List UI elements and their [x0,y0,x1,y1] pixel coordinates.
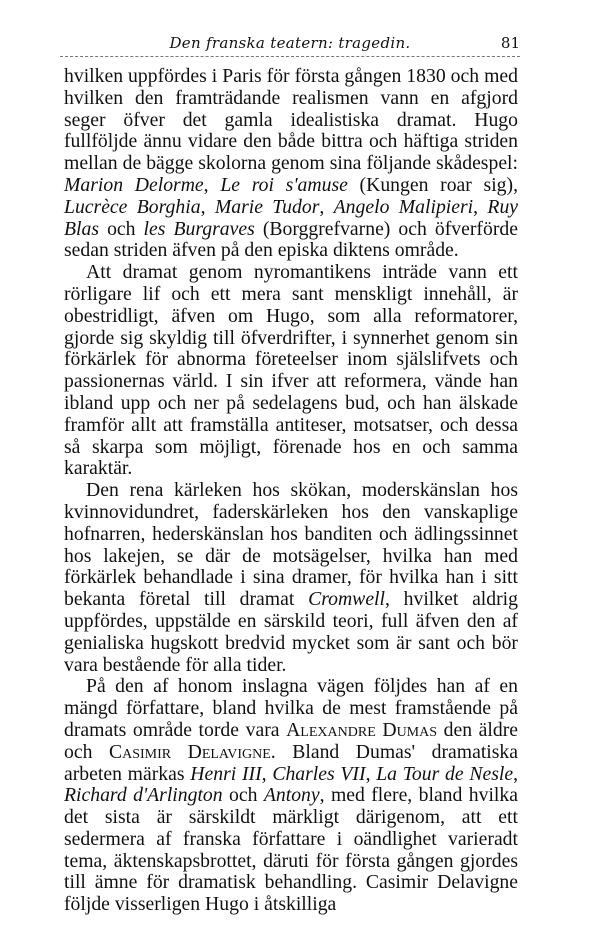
paragraph [64,262,518,480]
text-run: , [261,762,273,785]
text-run: och [99,217,144,240]
italic-title: Antony [263,784,320,807]
text-run: , [513,762,519,785]
text-run: På den af honom inslagna vägen följdes han af en mängd författare, bland hvilka de mest framstående på dramats område torde vara [64,675,518,741]
paragraph [64,676,518,916]
text-run: , hvilket aldrig uppfördes, uppstälde en särskild teori, full äfven den af genialiska hugskott bredvid mycket som är sant och bör vara bestående för alla tider. [64,588,518,676]
italic-title: Henri III [190,762,262,785]
header-rule [60,56,520,57]
text-run: , [473,195,488,218]
paragraph [64,480,518,676]
text-run: Att dramat genom nyromantikens inträde vann ett rörligare lif och ett mera sant menskligt innehåll, är obestridligt, äfven om Hugo, som alla reformatorer, gjorde sig skyldig till öfverdrifter, i synnerhet genom sin förkärlek för abnorma företeelser inom själslifvets och passionernas värld. I sin ifver att reformera, vände han ibland upp och ner på sedelagens bud, och han älskade framför allt att framställa antiteser, motsatser, och dessa så skarpa som möjligt, förenade hos en och samma karaktär. [64,261,518,480]
text-run: (Borggrefvarne) och öfverförde sedan striden äfven på den episka diktens område. [64,217,518,262]
text-run: hvilken uppfördes i Paris för första gången 1830 och med hvilken den framträdande realismen vann en afgjord seger öfver det gamla idealistiska dramat. Hugo fullföljde ännu vidare den både bittra och häftiga striden mellan de bägge skolorna genom sina följande skådespel: [64,65,518,175]
small-caps-name: Casimir Delavigne [108,740,271,763]
italic-title: les Burgraves [143,217,255,240]
body-text [64,66,518,916]
text-run: , med flere, bland hvilka det sista är särskildt märkligt därigenom, att ett sedermera af franska författare i oändlighet varieradt tema, äktenskapsbrottet, däruti för första gången gjordes till ämne för dramatisk behandling. Casimir Delavigne följde visserligen Hugo i åtskilliga [64,784,518,916]
text-run: den äldre och [64,718,519,763]
italic-title: Richard d'Arlington [64,784,223,807]
text-run: och [222,784,264,807]
paragraph [64,66,518,262]
italic-title: Marion Delorme [64,173,204,196]
text-run: (Kungen roar sig), [347,173,519,196]
text-run: , [200,195,215,218]
text-run: , [365,762,377,785]
italic-title: Lucrèce Borghia [64,195,201,218]
page-header [60,30,520,54]
italic-title: Charles VII [272,762,366,785]
italic-title: Cromwell [308,588,385,611]
page-number: 81 [500,34,520,52]
text-run: . Bland Dumas' dramatiska arbeten märkas [64,740,518,785]
italic-title: Le roi s'amuse [220,173,348,196]
text-run: , [203,173,221,196]
text-run: , [319,195,334,218]
running-title: Den franska teatern: tragedin. [169,34,411,52]
italic-title: Angelo Malipieri [333,195,474,218]
italic-title: La Tour de Nesle [376,762,514,785]
text-run: Den rena kärleken hos skökan, moderskänslan hos kvinnovidundret, faderskärleken hos den vanskaplige hofnarren, hederskänslan hos banditen och ädlingssinnet hos lakejen, se där de motsägelser, hvilka han med förkärlek behandlade i sina dramer, för hvilka han i sitt bekanta företal till dramat [64,479,518,611]
small-caps-name: Alexandre Dumas [286,718,438,741]
italic-title: Marie Tudor [214,195,320,218]
italic-title: Ruy Blas [64,195,519,240]
